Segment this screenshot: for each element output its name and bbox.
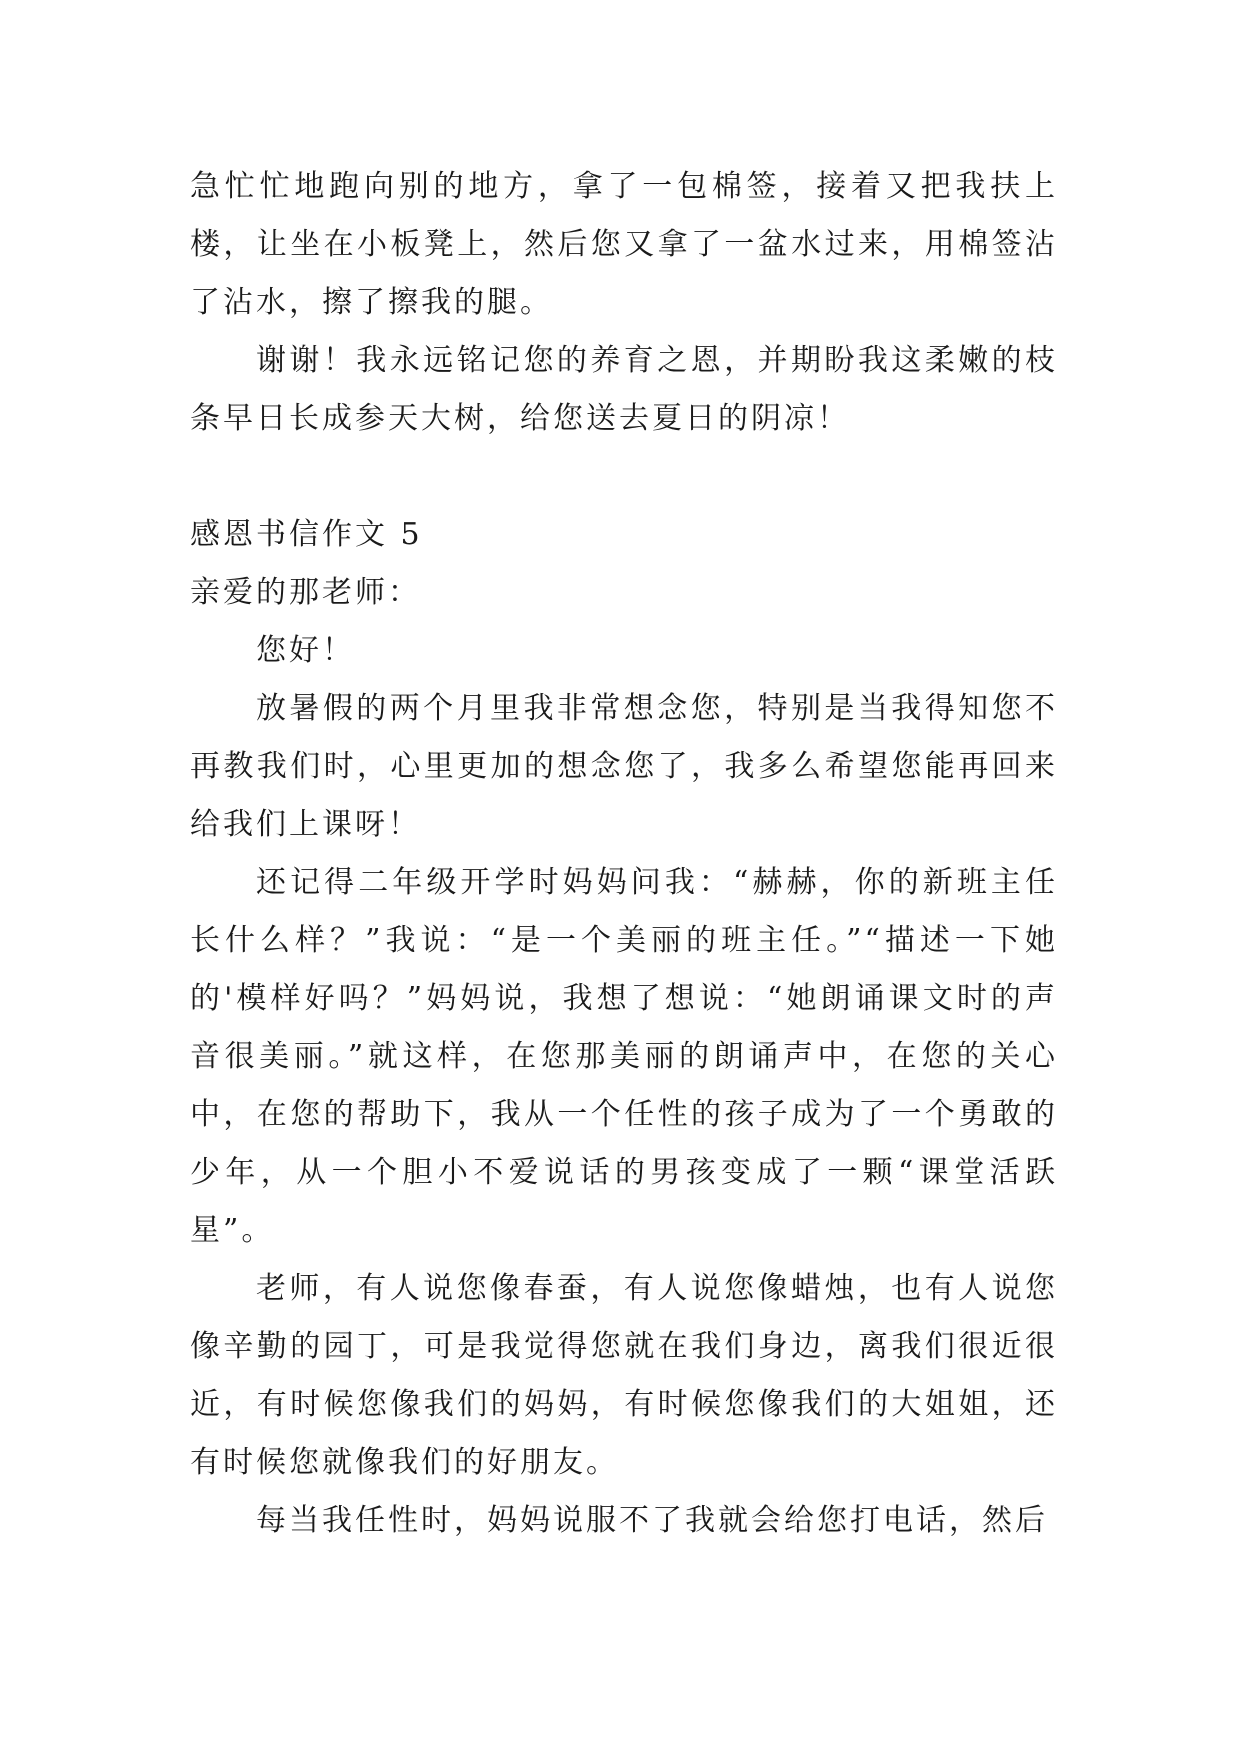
section-spacer	[190, 448, 1058, 506]
paragraph-continued: 急忙忙地跑向别的地方，拿了一包棉签，接着又把我扶上楼，让坐在小板凳上，然后您又拿了一盆水过来，用棉签沾了沾水，擦了擦我的腿。	[190, 169, 1058, 320]
letter-paragraph: 每当我任性时，妈妈说服不了我就会给您打电话，然后	[256, 1503, 1048, 1538]
letter-greeting: 您好！	[256, 633, 355, 668]
paragraph-thanks: 谢谢！我永远铭记您的养育之恩，并期盼我这柔嫩的枝条早日长成参天大树，给您送去夏日的阴凉！	[190, 343, 1058, 436]
letter-paragraph: 放暑假的两个月里我非常想念您，特别是当我得知您不再教我们时，心里更加的想念您了，我多么希望您能再回来给我们上课呀！	[190, 691, 1058, 842]
document-body	[190, 158, 1058, 1550]
letter-paragraph: 还记得二年级开学时妈妈问我：“赫赫，你的新班主任长什么样？”我说：“是一个美丽的班主任。”“描述一下她的'模样好吗？”妈妈说，我想了想说：“她朗诵课文时的声音很美丽。”就这样，在您那美丽的朗诵声中，在您的关心中，在您的帮助下，我从一个任性的孩子成为了一个勇敢的少年，从一个胆小不爱说话的男孩变成了一颗“课堂活跃星”。	[190, 865, 1058, 1248]
section-title: 感恩书信作文 5	[190, 517, 423, 552]
letter-salutation: 亲爱的那老师：	[190, 575, 421, 610]
letter-paragraph: 老师，有人说您像春蚕，有人说您像蜡烛，也有人说您像辛勤的园丁，可是我觉得您就在我们身边，离我们很近很近，有时候您像我们的妈妈，有时候您像我们的大姐姐，还有时候您就像我们的好朋友。	[190, 1271, 1058, 1480]
